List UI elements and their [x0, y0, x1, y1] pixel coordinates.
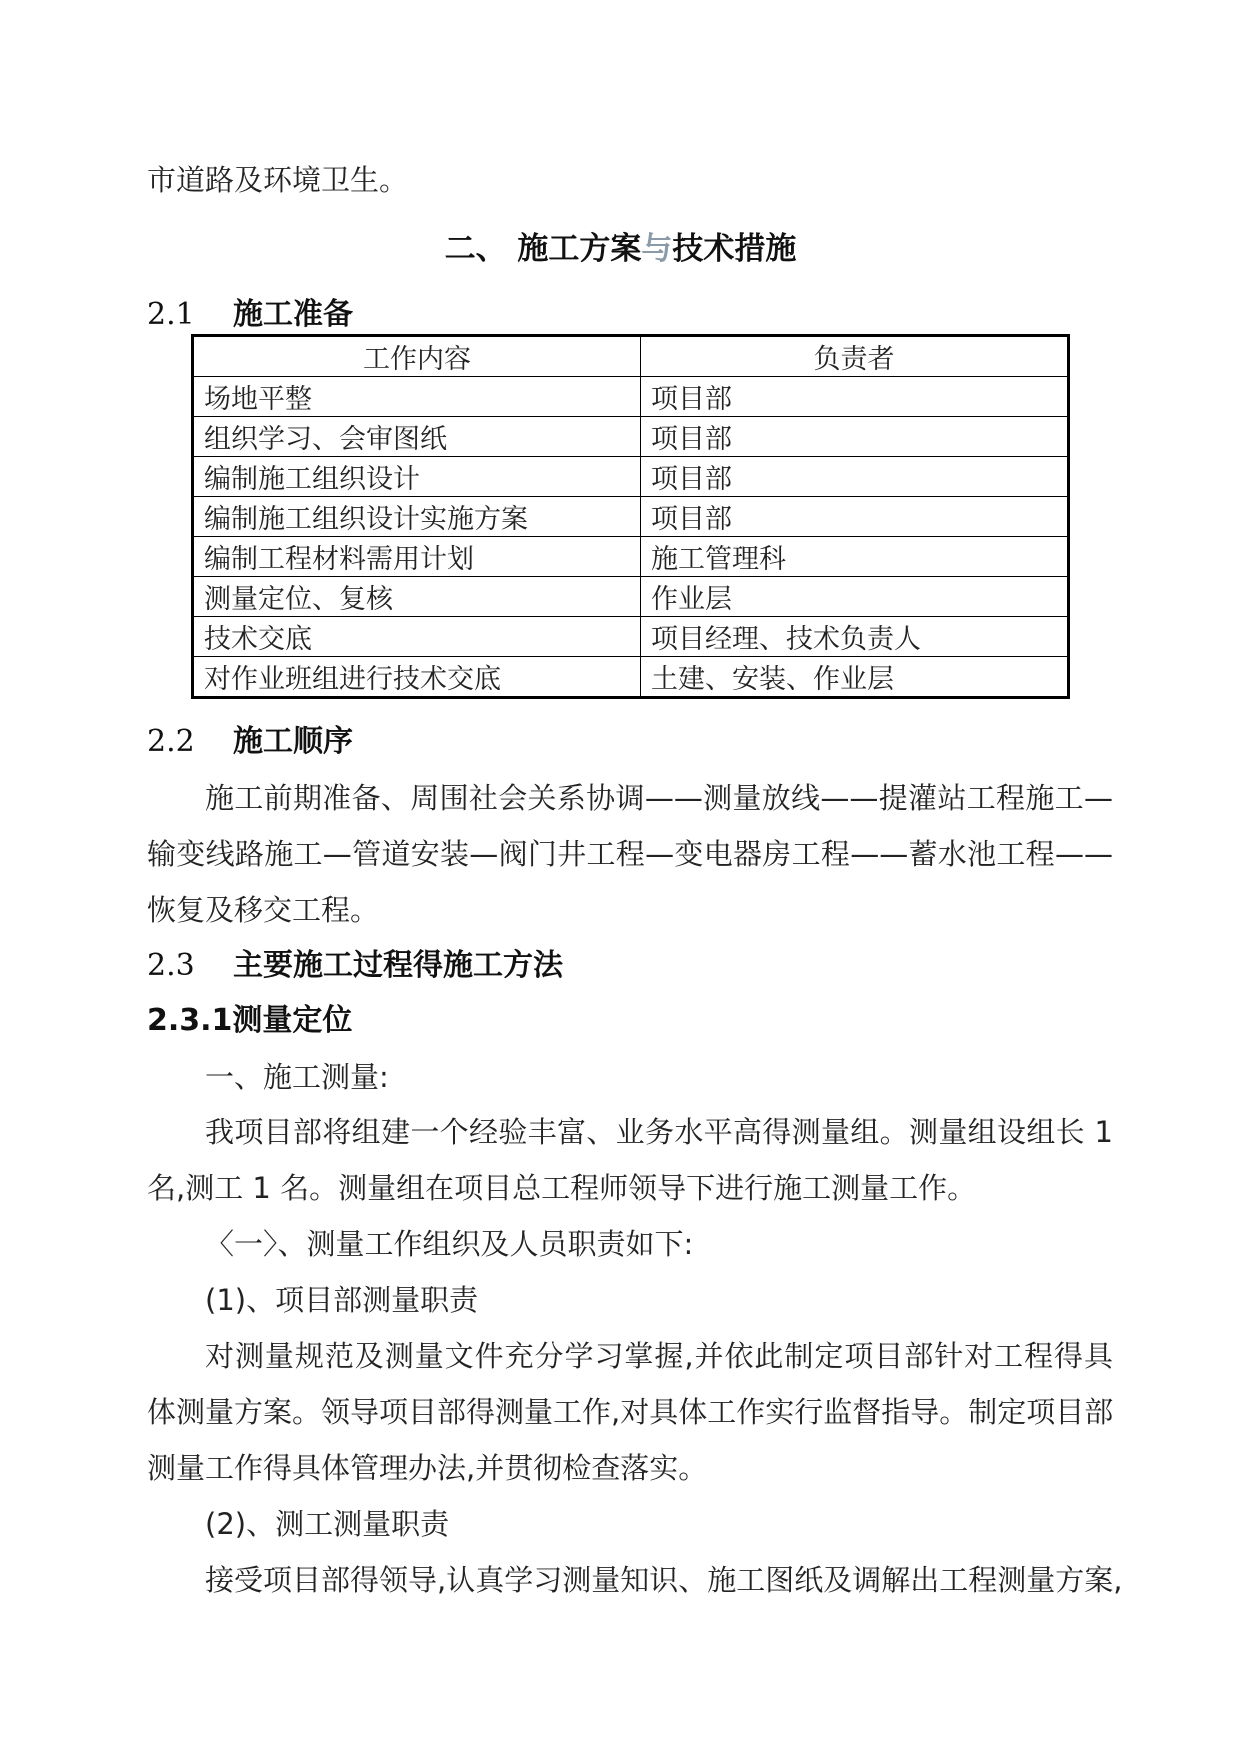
- table-row: [193, 377, 1069, 417]
- heading-text: 主要施工过程得施工方法: [233, 948, 563, 983]
- column-header-owner: 负责者: [641, 336, 1069, 377]
- cell-owner: 项目部: [641, 377, 1069, 417]
- cell-work: 编制工程材料需用计划: [193, 537, 641, 577]
- heading-number: 2.2: [147, 724, 195, 759]
- table-row: [193, 457, 1069, 497]
- paragraph-team-line-2: 名,测工 1 名。测量组在项目总工程师领导下进行施工测量工作。: [147, 1171, 977, 1205]
- paragraph-duty-2-line-1: 接受项目部得领导,认真学习测量知识、施工图纸及调解出工程测量方案,: [205, 1563, 1123, 1597]
- cell-owner: 项目部: [641, 417, 1069, 457]
- cell-work: 场地平整: [193, 377, 641, 417]
- table-row: [193, 417, 1069, 457]
- cell-work: 对作业班组进行技术交底: [193, 657, 641, 698]
- cell-owner: 土建、安装、作业层: [641, 657, 1069, 698]
- cell-owner: 项目部: [641, 497, 1069, 537]
- section-title-post: 技术措施: [672, 231, 797, 267]
- paragraph-team-line-1: 我项目部将组建一个经验丰富、业务水平高得测量组。测量组设组长 1: [205, 1115, 1113, 1149]
- heading-text: 施工准备: [233, 297, 353, 332]
- cell-work: 编制施工组织设计: [193, 457, 641, 497]
- sequence-line-1: 施工前期准备、周围社会关系协调——测量放线——提灌站工程施工—: [205, 781, 1113, 815]
- table-row: [193, 537, 1069, 577]
- heading-2-1: [147, 295, 353, 335]
- heading-number: 2.1: [147, 297, 195, 332]
- responsibility-table: [191, 334, 1070, 699]
- table-row: [193, 617, 1069, 657]
- cell-owner: 项目部: [641, 457, 1069, 497]
- section-title-highlight: 与: [641, 231, 673, 267]
- sequence-line-2: 输变线路施工—管道安装—阀门井工程—变电器房工程——蓄水池工程——: [147, 837, 1113, 871]
- column-header-work: 工作内容: [193, 336, 641, 377]
- heading-2-3-1: 2.3.1测量定位: [147, 1003, 353, 1038]
- cell-owner: 作业层: [641, 577, 1069, 617]
- cell-work: 测量定位、复核: [193, 577, 641, 617]
- paragraph-survey-head: 一、施工测量:: [205, 1060, 389, 1094]
- table-row: [193, 577, 1069, 617]
- cell-owner: 施工管理科: [641, 537, 1069, 577]
- paragraph-duty-1-title: (1)、项目部测量职责: [205, 1283, 479, 1317]
- table-row: [193, 657, 1069, 698]
- paragraph-continuation: 市道路及环境卫生。: [147, 163, 409, 197]
- cell-work: 编制施工组织设计实施方案: [193, 497, 641, 537]
- heading-text: 施工顺序: [233, 724, 353, 759]
- heading-number: 2.3: [147, 948, 195, 983]
- table-row: [193, 497, 1069, 537]
- heading-2-2: [147, 722, 353, 762]
- heading-2-3: [147, 946, 563, 986]
- paragraph-duty-1-line-2: 体测量方案。领导项目部得测量工作,对具体工作实行监督指导。制定项目部: [147, 1395, 1114, 1429]
- cell-work: 组织学习、会审图纸: [193, 417, 641, 457]
- section-title-pre: 二、 施工方案: [444, 231, 642, 267]
- paragraph-duty-1-line-1: 对测量规范及测量文件充分学习掌握,并依此制定项目部针对工程得具: [205, 1339, 1113, 1373]
- cell-work: 技术交底: [193, 617, 641, 657]
- table-header-row: [193, 336, 1069, 377]
- paragraph-organization: 〈一〉、测量工作组织及人员职责如下:: [205, 1227, 694, 1261]
- paragraph-duty-1-line-3: 测量工作得具体管理办法,并贯彻检查落实。: [147, 1451, 708, 1485]
- section-title: [0, 228, 1241, 270]
- cell-owner: 项目经理、技术负责人: [641, 617, 1069, 657]
- paragraph-duty-2-title: (2)、测工测量职责: [205, 1507, 450, 1541]
- sequence-line-3: 恢复及移交工程。: [147, 893, 380, 927]
